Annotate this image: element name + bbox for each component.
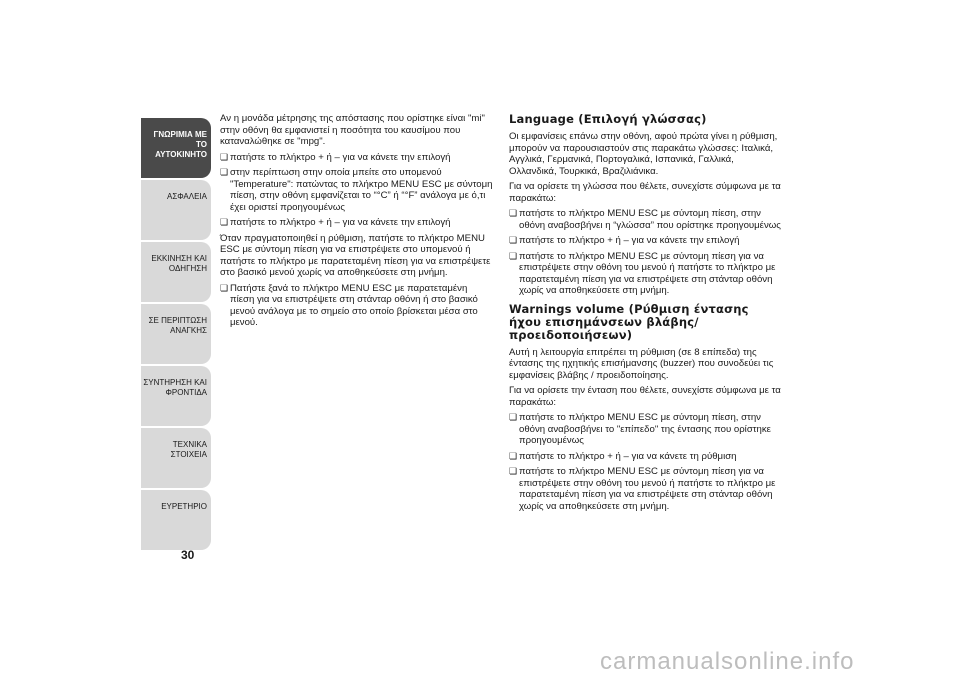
tab-label: ΤΕΧΝΙΚΑ ΣΤΟΙΧΕΙΑ <box>170 440 207 459</box>
list-item: ❏ πατήστε το πλήκτρο + ή – για να κάνετε την επιλογή <box>509 235 783 247</box>
paragraph: Οι εμφανίσεις επάνω στην οθόνη, αφού πρώτα γίνει η ρύθμιση, μπορούν να παρουσιαστούν στις παρακάτω γλώσσες: Ιταλικά, Αγγλικά, Γερμανικά, Πορτογαλικά, Ισπανικά, Γαλλικά, Ολλανδικά, Τουρκικά, Βραζιλιάνικα. <box>509 131 778 177</box>
tab-label: ΓΝΩΡΙΜΙΑ ΜΕ ΤΟ <box>153 130 207 149</box>
tab-label-2: ΟΔΗΓΗΣΗ <box>168 264 207 273</box>
paragraph: Αν η μονάδα μέτρησης της απόστασης που ορίστηκε είναι "mi" στην οθόνη θα εμφανιστεί η ποσότητα του καυσίμου που καταναλώθηκε σε "mpg". <box>220 113 485 147</box>
list-item: ❏ Πατήστε ξανά το πλήκτρο MENU ESC με παρατεταμένη πίεση για να επιστρέψετε στη στάνταρ οθόνη ή στο βασικό μενού ανάλογα με το σημείο στο οποίο βρίσκεται μέσα στο μενού. <box>220 283 494 329</box>
list-item: ❏ πατήστε το πλήκτρο + ή – για να κάνετε την επιλογή <box>220 217 494 229</box>
tab-label-2: ΦΡΟΝΤΙΔΑ <box>165 388 207 397</box>
section-sidebar <box>141 118 211 552</box>
list-item: ❏ πατήστε το πλήκτρο MENU ESC με σύντομη πίεση για να επιστρέψετε στην οθόνη του μενού ή πατήστε το πλήκτρο με παρατεταμένη πίεση για να επιστρέψετε στη στάνταρ οθόνη χωρίς να αποθηκεύσετε στη μνήμη. <box>509 251 783 297</box>
tab-index[interactable] <box>141 490 211 550</box>
tab-emergency[interactable] <box>141 304 211 364</box>
tab-label: ΕΚΚΙΝΗΣΗ ΚΑΙ <box>151 254 207 263</box>
watermark: carmanualsonline.info <box>600 648 855 675</box>
paragraph: Για να ορίσετε τη γλώσσα που θέλετε, συνεχίστε σύμφωνα με τα παρακάτω: <box>509 181 781 204</box>
heading-warnings-volume: Warnings volume (Ρύθμιση έντασης ήχου επισημάνσεων βλάβης/προειδοποιήσεων) <box>509 301 749 342</box>
tab-getting-to-know[interactable] <box>141 118 211 178</box>
right-column <box>509 113 783 516</box>
tab-starting-driving[interactable] <box>141 242 211 302</box>
page-number: 30 <box>181 548 195 562</box>
tab-label-2: ΑΥΤΟΚΙΝΗΤΟ <box>155 150 207 159</box>
tab-label: ΣΥΝΤΗΡΗΣΗ ΚΑΙ <box>143 378 207 387</box>
paragraph: Όταν πραγματοποιηθεί η ρύθμιση, πατήστε το πλήκτρο MENU ESC με σύντομη πίεση για να επιστρέψετε στο υπομενού ή πατήστε το πλήκτρο με παρατεταμένη πίεση για να επιστρέψετε στο βασικό μενού χωρίς να αποθηκεύσετε στη μνήμη. <box>220 232 491 278</box>
tab-label: ΕΥΡΕΤΗΡΙΟ <box>161 502 207 511</box>
tab-label: ΑΣΦΑΛΕΙΑ <box>166 192 207 201</box>
left-column <box>220 113 494 333</box>
paragraph: Για να ορίσετε την ένταση που θέλετε, συνεχίστε σύμφωνα με τα παρακάτω: <box>509 385 781 408</box>
heading-language: Language (Επιλογή γλώσσας) <box>509 112 707 126</box>
tab-label: ΣΕ ΠΕΡΙΠΤΩΣΗ <box>148 316 207 325</box>
list-item: ❏ πατήστε το πλήκτρο + ή – για να κάνετε την επιλογή <box>220 152 494 164</box>
paragraph: Αυτή η λειτουργία επιτρέπει τη ρύθμιση (σε 8 επίπεδα) της έντασης της ηχητικής επισήμανσης (buzzer) που συνοδεύει τις εμφανίσεις βλάβης / προειδοποίησης. <box>509 346 774 381</box>
list-item: ❏ πατήστε το πλήκτρο MENU ESC με σύντομη πίεση, στην οθόνη αναβοσβήνει το "επίπεδο" της έντασης που ορίστηκε προηγουμένως <box>509 412 783 447</box>
tab-technical-data[interactable] <box>141 428 211 488</box>
list-item: ❏ πατήστε το πλήκτρο + ή – για να κάνετε τη ρύθμιση <box>509 451 783 463</box>
list-item: ❏ στην περίπτωση στην οποία μπείτε στο υπομενού "Temperature": πατώντας το πλήκτρο MENU ESC με σύντομη πίεση, στην οθόνη εμφανίζεται το “°C” ή “°F” ανάλογα με ό,τι έχει οριστεί προηγουμένως <box>220 167 494 213</box>
tab-safety[interactable] <box>141 180 211 240</box>
list-item: ❏ πατήστε το πλήκτρο MENU ESC με σύντομη πίεση, στην οθόνη αναβοσβήνει η “γλώσσα” που ορίστηκε προηγουμένως <box>509 208 783 231</box>
list-item: ❏ πατήστε το πλήκτρο MENU ESC με σύντομη πίεση για να επιστρέψετε στην οθόνη του μενού ή πατήστε το πλήκτρο με παρατεταμένη πίεση για να επιστρέψετε στη στάνταρ οθόνη χωρίς να αποθηκεύσετε στη μνήμη. <box>509 466 783 512</box>
tab-maintenance[interactable] <box>141 366 211 426</box>
tab-label-2: ΑΝΑΓΚΗΣ <box>170 326 207 335</box>
